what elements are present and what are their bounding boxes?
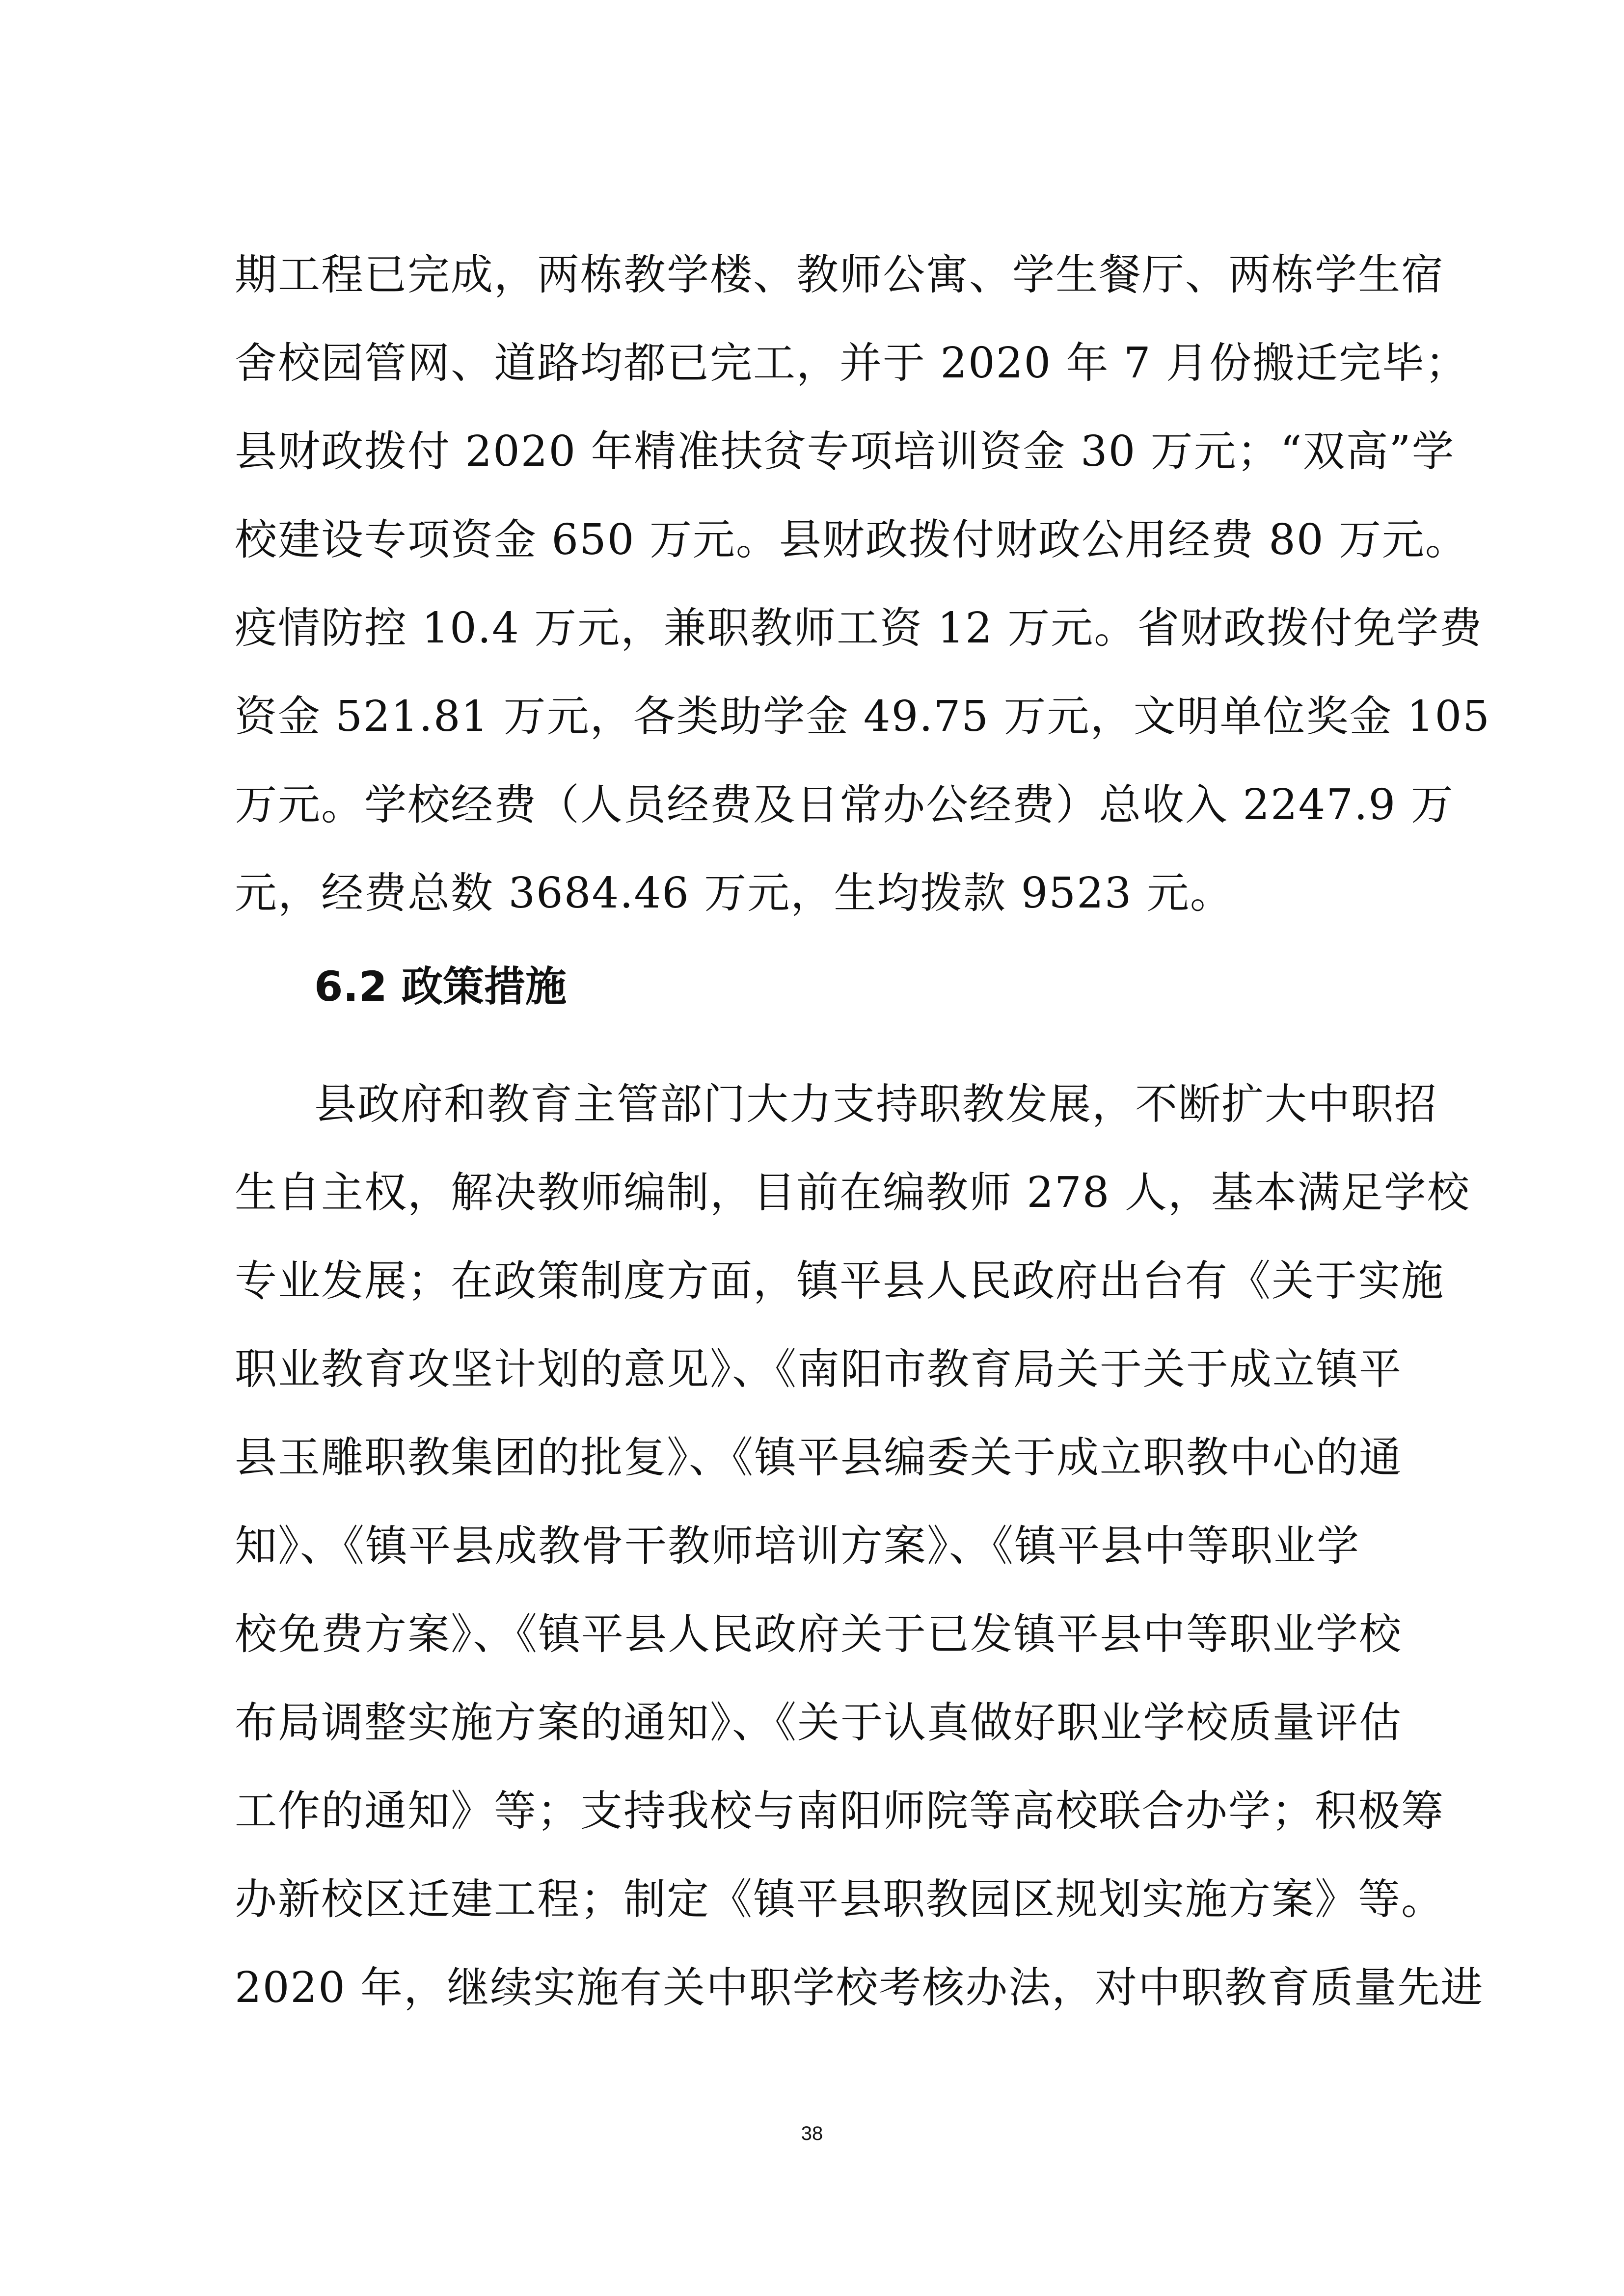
paragraph2-line-11: 2020 年，继续实施有关中职学校考核办法，对中职教育质量先进 xyxy=(235,1963,1484,2012)
paragraph2-line-2: 生自主权，解决教师编制，目前在编教师 278 人，基本满足学校 xyxy=(235,1168,1470,1217)
paragraph1-line-8: 元，经费总数 3684.46 万元，生均拨款 9523 元。 xyxy=(235,869,1233,918)
paragraph2-line-9: 工作的通知》等；支持我校与南阳师院等高校联合办学；积极筹 xyxy=(235,1787,1444,1836)
paragraph1-line-1: 期工程已完成，两栋教学楼、教师公寓、学生餐厅、两栋学生宿 xyxy=(235,250,1444,299)
paragraph2-line-8: 布局调整实施方案的通知》、《关于认真做好职业学校质量评估 xyxy=(235,1698,1402,1747)
paragraph1-line-4: 校建设专项资金 650 万元。县财政拨付财政公用经费 80 万元。 xyxy=(235,515,1468,564)
paragraph1-line-7: 万元。学校经费（人员经费及日常办公经费）总收入 2247.9 万 xyxy=(235,780,1454,829)
paragraph2-line-3: 专业发展；在政策制度方面，镇平县人民政府出台有《关于实施 xyxy=(235,1256,1444,1306)
paragraph1-line-3: 县财政拨付 2020 年精准扶贫专项培训资金 30 万元；“双高”学 xyxy=(235,427,1455,476)
paragraph1-line-5: 疫情防控 10.4 万元，兼职教师工资 12 万元。省财政拨付免学费 xyxy=(235,604,1483,653)
paragraph2-line-5: 县玉雕职教集团的批复》、《镇平县编委关于成立职教中心的通 xyxy=(235,1433,1402,1482)
page-number: 38 xyxy=(801,2123,823,2144)
paragraph2-line-4: 职业教育攻坚计划的意见》、《南阳市教育局关于关于成立镇平 xyxy=(235,1345,1402,1394)
paragraph2-line-1: 县政府和教育主管部门大力支持职教发展，不断扩大中职招 xyxy=(314,1080,1437,1129)
paragraph2-line-7: 校免费方案》、《镇平县人民政府关于已发镇平县中等职业学校 xyxy=(235,1610,1402,1659)
paragraph1-line-2: 舍校园管网、道路均都已完工，并于 2020 年 7 月份搬迁完毕； xyxy=(235,339,1468,388)
paragraph2-line-10: 办新校区迁建工程；制定《镇平县职教园区规划实施方案》等。 xyxy=(235,1875,1444,1924)
paragraph1-line-6: 资金 521.81 万元，各类助学金 49.75 万元，文明单位奖金 105 xyxy=(235,692,1490,741)
section-heading: 6.2 政策措施 xyxy=(314,962,567,1011)
paragraph2-line-6: 知》、《镇平县成教骨干教师培训方案》、《镇平县中等职业学 xyxy=(235,1522,1360,1571)
